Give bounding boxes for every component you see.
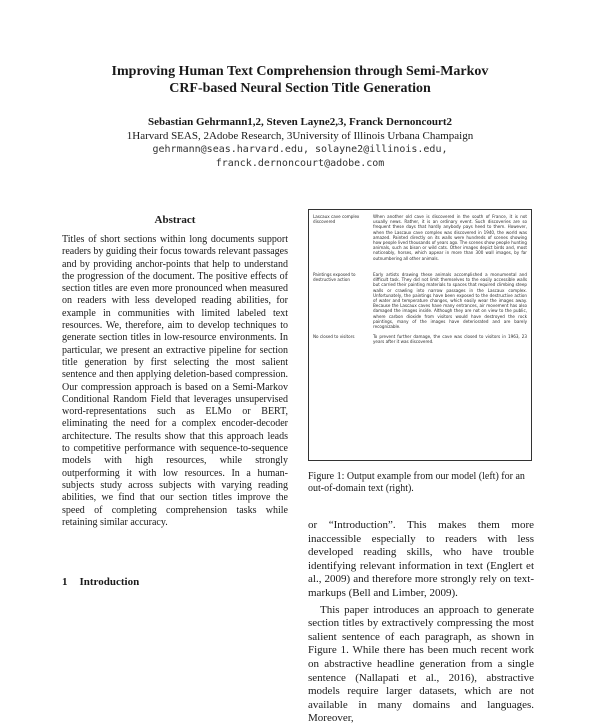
figure-generated-title: No closed to visitors: [313, 334, 355, 339]
section-heading-introduction: [62, 576, 139, 588]
figure-paragraph: To prevent further damage, the cave was closed to visitors in 1963, 23 years after it was discovered.: [373, 334, 527, 345]
paper-title: [60, 63, 540, 97]
body-paragraph: or “Introduction”. This makes them more inaccessible especially to readers with less developed reading skills, who have trouble identifying relevant information in text (Englert et al., 2009) and therefore more strongly rely on text-markups (Bell and Limber, 2009).: [308, 519, 534, 599]
figure-generated-title: Paintings exposed to destructive action: [313, 272, 356, 283]
abstract-heading: Abstract: [154, 214, 196, 226]
section-title: Introduction: [79, 576, 140, 588]
author-affiliations: 1Harvard SEAS, 2Adobe Research, 3University of Illinois Urbana Champaign: [126, 130, 474, 142]
figure-paragraph: When another old cave is discovered in the south of France, it is not usually news. Rather, it is an ordinary event. Such discoveries are so frequent these days that hardly anybody pays heed to them. However, when the Lascaux cave complex was discovered in 1940, the world was amazed. Painted directly on its walls were hundreds of scenes showing how people lived thousands of years ago. The scenes show people hunting animals, such as bison or wild cats. Other images depict birds and, most noticeably, horses, which appear in more than 300 wall images, by far outnumbering all other animals.: [373, 214, 527, 261]
section-number: 1: [62, 576, 68, 588]
emails-line-2: franck.dernoncourt@adobe.com: [215, 158, 385, 169]
emails-line-1: gehrmann@seas.harvard.edu, solayne2@illinois.edu,: [152, 144, 448, 155]
figure-generated-title: Lascaux cave complex discovered: [313, 214, 360, 225]
figure-caption: Figure 1: Output example from our model (left) for an out-of-domain text (right).: [308, 471, 525, 495]
author-emails: [60, 143, 540, 171]
title-line-1: Improving Human Text Comprehension through Semi-Markov: [111, 64, 489, 79]
right-column-text: [308, 519, 534, 726]
figure-paragraph: Early artists drawing these animals accomplished a monumental and difficult task. They did not limit themselves to the easily accessible walls but carried their painting materials to spaces that required climbing steep walls or crawling into narrow passages in the Lascaux complex. Unfortunately, the paintings have been exposed to the destructive action of water and temperature changes, which easily wear the images away. Because the Lascaux caves have many entrances, air movement has also damaged the images inside. Although they are not on view to the public, where carbon dioxide from visitors would have destroyed the rock paintings, many of the images have deteriorated and are barely recognizable.: [373, 272, 527, 330]
author-names: Sebastian Gehrmann1,2, Steven Layne2,3, Franck Dernoncourt2: [147, 116, 453, 128]
abstract-text: Titles of short sections within long documents support readers by guiding their focus towards relevant passages and by providing anchor-points that help to understand the progression of the document. The positive effects of section titles are even more pronounced when measured on readers with less developed reading abilities, for example in communities with limited labeled text resources. We, therefore, aim to develop techniques to generate section titles in low-resource environments. In particular, we present an extractive pipeline for section title generation by first selecting the most salient sentence and then applying deletion-based compression. Our compression approach is based on a Semi-Markov Conditional Random Field that leverages unsupervised word-representations such as ELMo or BERT, eliminating the need for a complex encoder-decoder architecture. The results show that this approach leads to competitive performance with sequence-to-sequence models with high resources, while strongly outperforming it with low resources. In a human-subjects study across subjects with varying reading abilities, we find that our section titles improve the speed of completing comprehension tasks while retaining similar accuracy.: [62, 234, 288, 528]
body-paragraph: This paper introduces an approach to generate section titles by extractively compressing the most salient sentence of each paragraph, as shown in Figure 1. While there has been much recent work on abstractive headline generation from a single sentence (Nallapati et al., 2016), abstractive models require larger datasets, which are not available in many domains and languages. Moreover,: [308, 603, 534, 725]
figure-1-box: [308, 209, 532, 461]
author-block: [60, 115, 540, 143]
title-line-2: CRF-based Neural Section Title Generation: [169, 81, 431, 96]
